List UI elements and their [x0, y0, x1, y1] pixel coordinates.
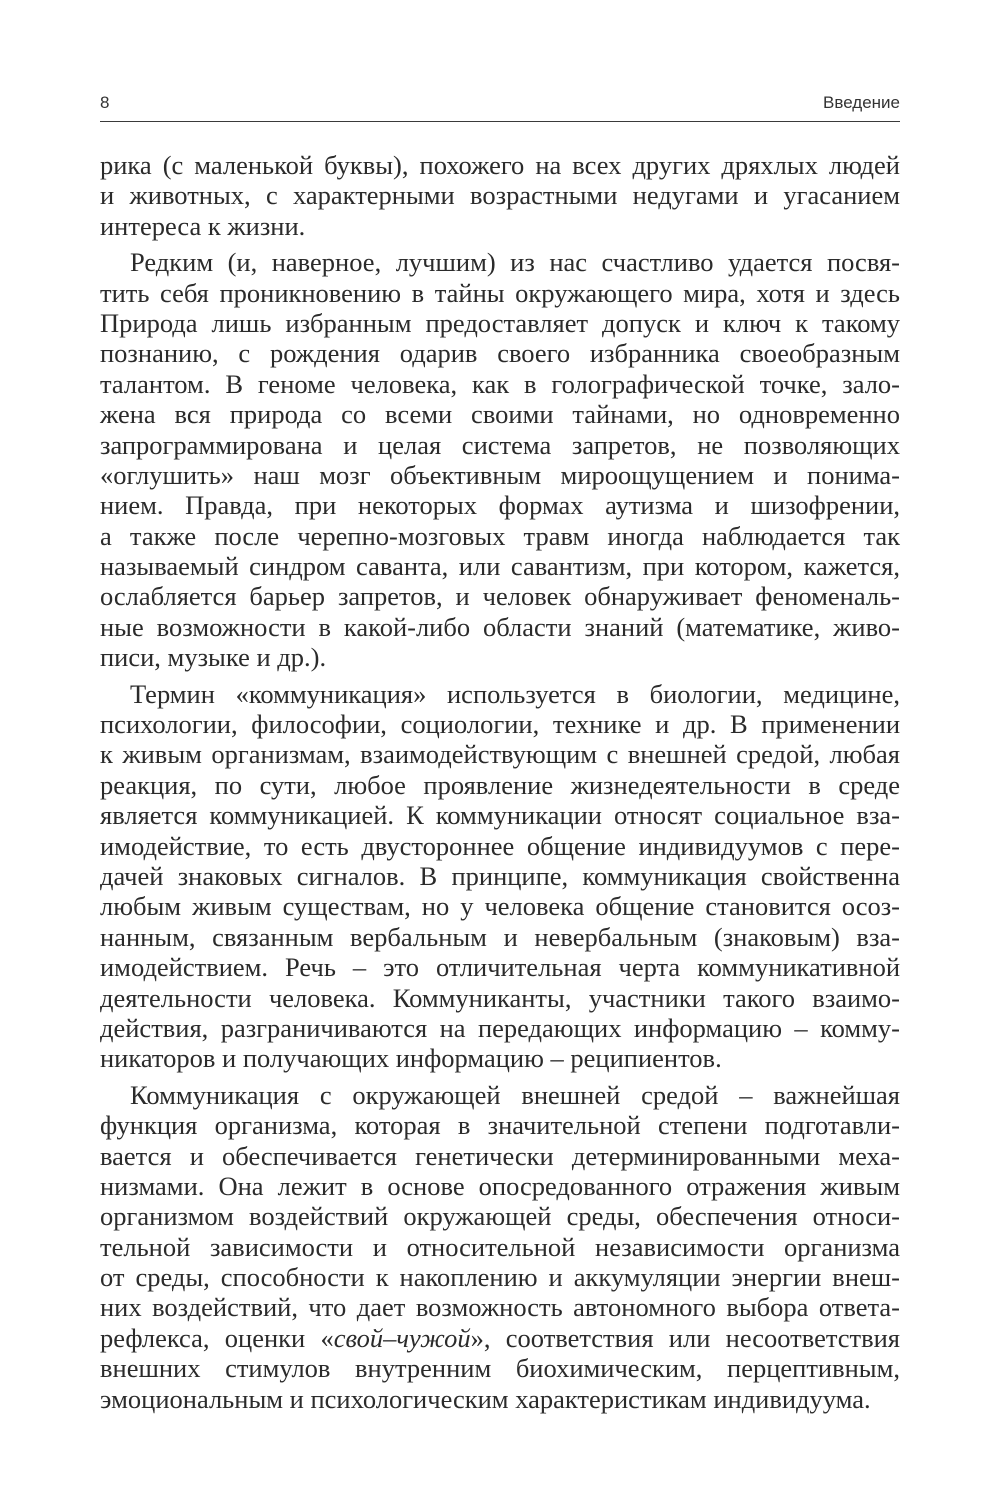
text-line: тить себя проникновению в тайны окружающего мира, хотя и здесь	[100, 277, 900, 308]
text-line: функция организма, которая в значительной степени подготавли-	[100, 1110, 900, 1141]
text-line: дачей знаковых сигналов. В принципе, коммуникация свойственна	[100, 860, 900, 891]
text-line: от среды, способности к накоплению и аккумуляции энергии внеш-	[100, 1262, 900, 1293]
text-line: к живым организмам, взаимодействующим с внешней средой, любая	[100, 739, 900, 770]
text-line: психологии, философии, социологии, технике и др. В применении	[100, 709, 900, 740]
text-line: интереса к жизни.	[100, 210, 306, 241]
text-line: внешних стимулов внутренним биохимическим, перцептивным,	[100, 1353, 900, 1384]
paragraph-1	[100, 150, 900, 241]
text-line: никаторов и получающих информацию – реципиентов.	[100, 1043, 722, 1074]
text-line: эмоциональным и психологическим характеристикам индивидуума.	[100, 1383, 871, 1414]
text-line: Термин «коммуникация» используется в биологии, медицине,	[130, 678, 900, 709]
text-line: действия, разграничиваются на передающих информацию – комму-	[100, 1012, 900, 1043]
text-line: Природа лишь избранным предоставляет допуск и ключ к такому	[100, 307, 900, 338]
text-line: запрограммирована и целая система запретов, не позволяющих	[100, 429, 900, 460]
text-line: реакция, по сути, любое проявление жизнедеятельности в среде	[100, 769, 900, 800]
text-line: них воздействий, что дает возможность автономного выбора ответа-	[100, 1292, 900, 1323]
text-line	[100, 1323, 900, 1353]
text-line: является коммуникацией. К коммуникации относят социальное вза-	[100, 800, 900, 831]
text-line: нанным, связанным вербальным и невербальным (знаковым) вза-	[100, 921, 900, 952]
italic-term: свой–чужой	[333, 1322, 471, 1353]
text-line: низмами. Она лежит в основе опосредованного отражения живым	[100, 1170, 900, 1201]
section-title: Введение	[823, 93, 900, 112]
text-line: организмом воздействий окружающей среды, обеспечения относи-	[100, 1201, 900, 1232]
text-line: любым живым существам, но у человека общение становится осоз-	[100, 891, 900, 922]
text-line: деятельности человека. Коммуниканты, участники такого взаимо-	[100, 982, 900, 1013]
text-line: называемый синдром саванта, или савантизм, при котором, кажется,	[100, 551, 900, 582]
paragraph-4	[100, 1080, 900, 1414]
text-line: познанию, с рождения одарив своего избранника своеобразным	[100, 338, 900, 369]
paragraph-3	[100, 679, 900, 1074]
text-line: ослабляется барьер запретов, и человек обнаруживает феноменаль-	[100, 581, 900, 612]
text-run: », соответствия или несоответствия	[470, 1322, 900, 1353]
text-line: имодействие, то есть двустороннее общение индивидуумов с пере-	[100, 830, 900, 861]
text-line: жена вся природа со всеми своими тайнами, но одновременно	[100, 399, 900, 430]
text-line: тельной зависимости и относительной независимости организма	[100, 1231, 900, 1262]
paragraph-2	[100, 247, 900, 672]
text-run: рефлекса, оценки «	[100, 1322, 334, 1353]
text-line: ные возможности в какой-либо области знаний (математике, живо-	[100, 611, 900, 642]
text-line: писи, музыке и др.).	[100, 642, 327, 673]
text-line: вается и обеспечивается генетически детерминированными меха-	[100, 1140, 900, 1171]
text-line: нием. Правда, при некоторых формах аутизма и шизофрении,	[100, 490, 900, 521]
text-line: Редким (и, наверное, лучшим) из нас счастливо удается посвя-	[130, 247, 900, 278]
running-header	[100, 93, 900, 122]
text-line: «оглушить» наш мозг объективным мироощущением и понима-	[100, 459, 900, 490]
text-line: и животных, с характерными возрастными недугами и угасанием	[100, 180, 900, 211]
text-line: имодействием. Речь – это отличительная черта коммуникативной	[100, 952, 900, 983]
body-text	[100, 150, 900, 1414]
text-line: Коммуникация с окружающей внешней средой – важнейшая	[130, 1079, 900, 1110]
page-number: 8	[100, 93, 110, 112]
text-line: рика (с маленькой буквы), похожего на всех других дряхлых людей	[100, 150, 900, 180]
text-line: а также после черепно-мозговых травм иногда наблюдается так	[100, 520, 900, 551]
text-line: талантом. В геноме человека, как в голографической точке, зало-	[100, 368, 900, 399]
